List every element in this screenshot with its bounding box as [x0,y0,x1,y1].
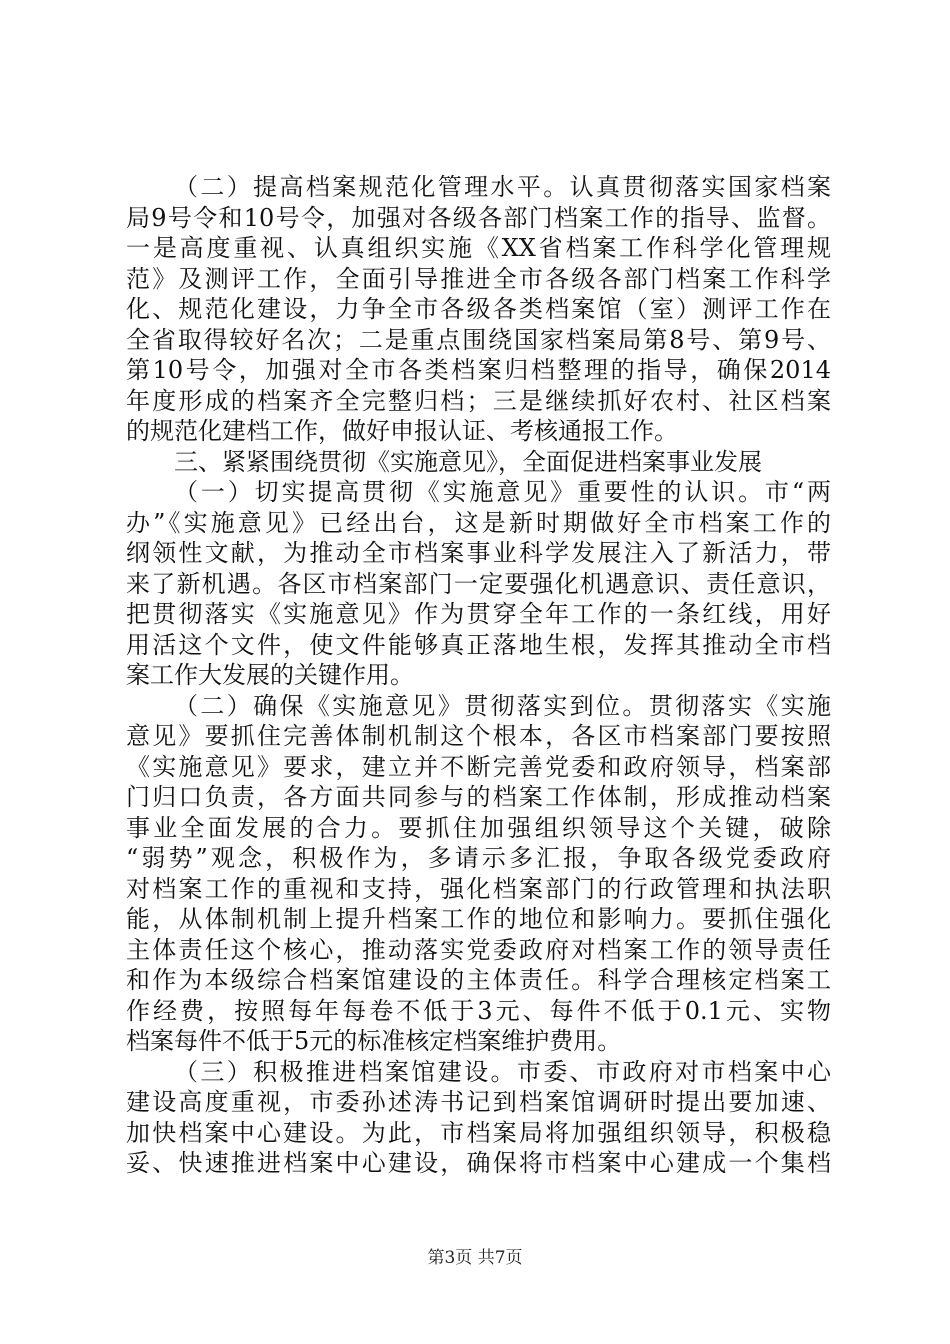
text-line: 《实施意见》要求，建立并不断完善党委和政府领导，档案部 [126,752,831,781]
text-line: 妥、快速推进档案中心建设，确保将市档案中心建成一个集档 [126,1149,831,1177]
text-line: 化、规范化建设，力争全市各级各类档案馆（室）测评工作在 [126,295,831,323]
text-line: 纲领性文献，为推动全市档案事业科学发展注入了新活力，带 [126,539,831,567]
text-line: 建设高度重视，市委孙述涛书记到档案馆调研时提出要加速、 [126,1088,831,1116]
text-line: 来了新机遇。各区市档案部门一定要强化机遇意识、责任意识， [126,569,831,598]
text-line: 全省取得较好名次；二是重点围绕国家档案局第8号、第9号、 [126,325,831,354]
text-line: 档案每件不低于5元的标准核定档案维护费用。 [126,1027,622,1055]
text-line: 主体责任这个核心，推动落实党委政府对档案工作的领导责任 [126,935,831,964]
text-line: 能，从体制机制上提升档案工作的地位和影响力。要抓住强化 [126,905,831,933]
text-line: 一是高度重视、认真组织实施《XX省档案工作科学化管理规 [126,234,831,262]
text-line: “弱势”观念，积极作为，多请示多汇报，争取各级党委政府 [126,844,831,872]
text-line: 办”《实施意见》已经出台，这是新时期做好全市档案工作的 [126,508,831,537]
text-line: 三、紧紧围绕贯彻《实施意见》，全面促进档案事业发展 [174,447,762,476]
document-body [126,172,831,1179]
text-line: 门归口负责，各方面共同参与的档案工作体制，形成推动档案 [126,783,831,811]
text-line: （二）确保《实施意见》贯彻落实到位。贯彻落实《实施 [174,691,831,720]
text-line: （一）切实提高贯彻《实施意见》重要性的认识。市“两 [174,478,831,506]
text-line: 的规范化建档工作，做好申报认证、考核通报工作。 [126,417,678,445]
text-line: 对档案工作的重视和支持，强化档案部门的行政管理和执法职 [126,874,831,903]
text-line: 加快档案中心建设。为此，市档案局将加强组织领导，积极稳 [126,1118,831,1147]
text-line: 第10号令，加强对全市各类档案归档整理的指导，确保2014 [126,356,831,384]
text-line: 年度形成的档案齐全完整归档；三是继续抓好农村、社区档案 [126,386,831,415]
text-line: 范》及测评工作，全面引导推进全市各级各部门档案工作科学 [126,264,831,293]
text-line: 作经费，按照每年每卷不低于3元、每件不低于0.1元、实物 [126,996,831,1025]
text-line: 案工作大发展的关键作用。 [126,661,414,689]
text-line: 和作为本级综合档案馆建设的主体责任。科学合理核定档案工 [126,966,831,994]
text-line: 事业全面发展的合力。要抓住加强组织领导这个关键，破除 [126,813,831,842]
text-line: 把贯彻落实《实施意见》作为贯穿全年工作的一条红线，用好 [126,600,831,628]
page-footer: 第3页 共7页 [427,1248,523,1268]
text-line: 局9号令和10号令，加强对各级各部门档案工作的指导、监督。 [126,203,831,232]
text-line: 意见》要抓住完善体制机制这个根本，各区市档案部门要按照 [126,722,831,750]
text-line: （三）积极推进档案馆建设。市委、市政府对市档案中心 [174,1057,831,1086]
text-line: （二）提高档案规范化管理水平。认真贯彻落实国家档案 [174,173,831,201]
text-line: 用活这个文件，使文件能够真正落地生根，发挥其推动全市档 [126,630,831,659]
